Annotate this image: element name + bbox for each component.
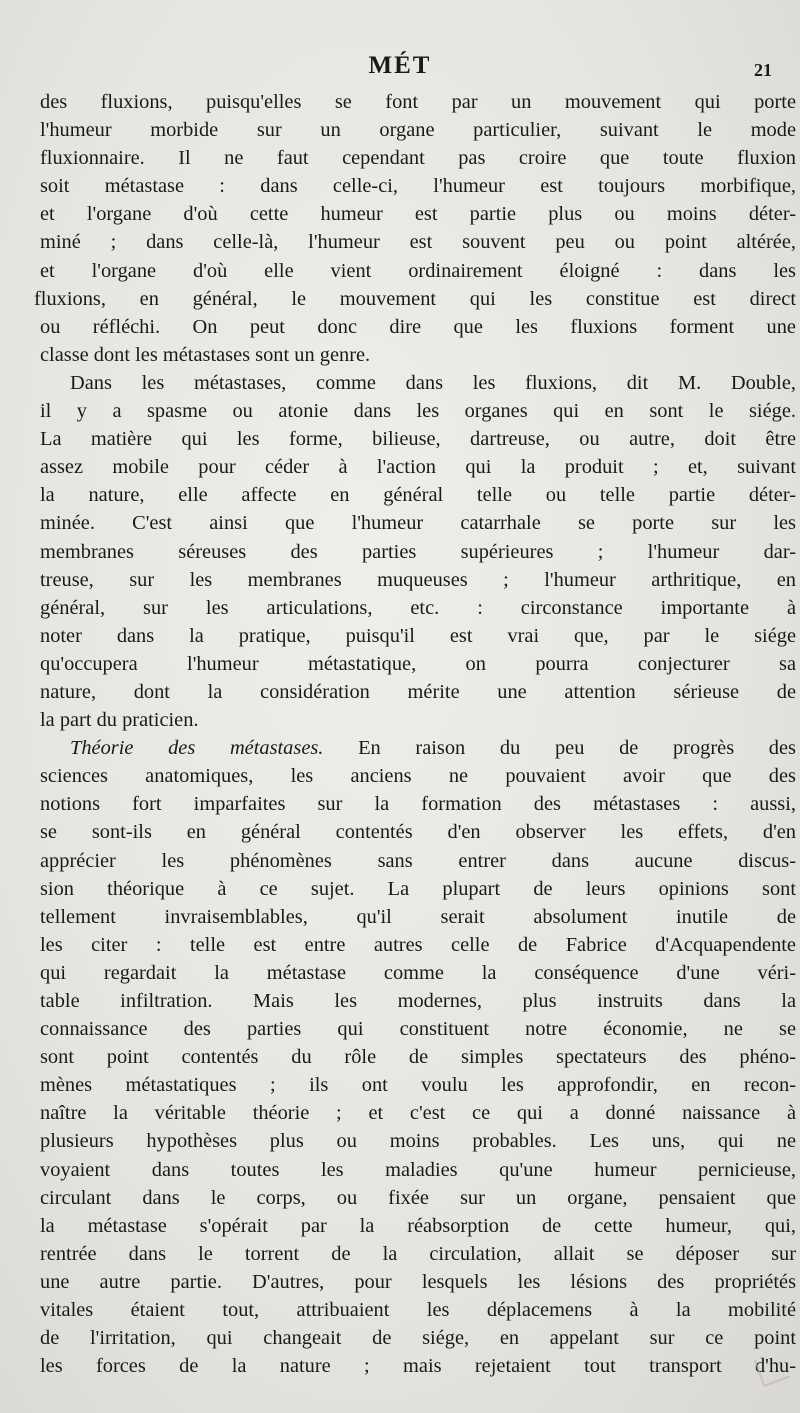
text-line: fluxionnaire. Il ne faut cependant pas croire que toute fluxion <box>40 147 796 170</box>
running-head: MÉT <box>368 52 432 79</box>
text-line: La matière qui les forme, bilieuse, dartreuse, ou autre, doit être <box>40 428 796 451</box>
section-title: Théorie des métastases. <box>70 737 324 760</box>
text-line: table infiltration. Mais les modernes, plus instruits dans la <box>40 990 796 1012</box>
text-line: voyaient dans toutes les maladies qu'une humeur pernicieuse, <box>40 1158 796 1181</box>
text-line: la métastase s'opérait par la réabsorption de cette humeur, qui, <box>40 1214 796 1237</box>
text-line: la part du praticien. <box>40 709 199 732</box>
text-line: soit métastase : dans celle-ci, l'humeur est toujours morbifique, <box>40 175 796 198</box>
text-line: membranes séreuses des parties supérieures ; l'humeur dar- <box>40 540 796 563</box>
text-fragment: En raison du peu de progrès des <box>358 737 796 760</box>
text-line: fluxions, en général, le mouvement qui les constitue est direct <box>34 287 796 310</box>
text-line: et l'organe d'où cette humeur est partie plus ou moins déter- <box>40 203 796 226</box>
text-line: qu'occupera l'humeur métastatique, on pourra conjecturer sa <box>40 652 796 675</box>
page-header <box>0 52 800 88</box>
text-line: tellement invraisemblables, qu'il serait absolument inutile de <box>40 905 796 928</box>
text-line: treuse, sur les membranes muqueuses ; l'humeur arthritique, en <box>40 568 796 591</box>
text-line: naître la véritable théorie ; et c'est ce qui a donné naissance à <box>40 1102 796 1125</box>
text-line: sion théorique à ce sujet. La plupart de leurs opinions sont <box>40 877 796 900</box>
text-line: et l'organe d'où elle vient ordinairement éloigné : dans les <box>40 259 796 282</box>
text-line: les forces de la nature ; mais rejetaient tout transport d'hu- <box>40 1355 796 1378</box>
text-line: vitales étaient tout, attribuaient les déplacemens à la mobilité <box>40 1299 796 1322</box>
text-line: rentrée dans le torrent de la circulation, allait se déposer sur <box>40 1242 796 1265</box>
text-line: Dans les métastases, comme dans les fluxions, dit M. Double, <box>70 371 796 394</box>
text-line: mènes métastatiques ; ils ont voulu les approfondir, en recon- <box>40 1074 796 1097</box>
text-line: circulant dans le corps, ou fixée sur un organe, pensaient que <box>40 1186 796 1209</box>
text-line: de l'irritation, qui changeait de siége, en appelant sur ce point <box>40 1327 796 1350</box>
text-line: assez mobile pour céder à l'action qui la produit ; et, suivant <box>40 456 796 479</box>
text-line: les citer : telle est entre autres celle de Fabrice d'Acquapendente <box>40 933 796 956</box>
text-line: une autre partie. D'autres, pour lesquels les lésions des propriétés <box>40 1270 796 1293</box>
text-line: l'humeur morbide sur un organe particulier, suivant le mode <box>40 119 796 142</box>
text-line: sciences anatomiques, les anciens ne pouvaient avoir que des <box>40 765 796 788</box>
text-line: se sont-ils en général contentés d'en observer les effets, d'en <box>40 821 796 844</box>
page-body <box>34 88 796 1380</box>
text-line: connaissance des parties qui constituent notre économie, ne se <box>40 1018 796 1041</box>
text-line: plusieurs hypothèses plus ou moins probables. Les uns, qui ne <box>40 1130 796 1153</box>
text-line: notions fort imparfaites sur la formation des métastases : aussi, <box>40 793 796 816</box>
page-number: 21 <box>754 60 772 80</box>
text-line: miné ; dans celle-là, l'humeur est souvent peu ou point altérée, <box>40 231 796 254</box>
text-line: des fluxions, puisqu'elles se font par un mouvement qui porte <box>40 91 796 113</box>
text-line: nature, dont la considération mérite une attention sérieuse de <box>40 680 796 703</box>
text-line: minée. C'est ainsi que l'humeur catarrhale se porte sur les <box>40 512 796 535</box>
text-line: général, sur les articulations, etc. : circonstance importante à <box>40 596 796 619</box>
text-line: il y a spasme ou atonie dans les organes qui en sont le siége. <box>40 400 796 423</box>
text-line: noter dans la pratique, puisqu'il est vrai que, par le siége <box>40 624 796 647</box>
text-line: la nature, elle affecte en général telle ou telle partie déter- <box>40 484 796 507</box>
text-line: qui regardait la métastase comme la conséquence d'une véri- <box>40 961 796 984</box>
text-line: classe dont les métastases sont un genre. <box>40 343 371 366</box>
text-line: apprécier les phénomènes sans entrer dans aucune discus- <box>40 849 796 872</box>
text-line: ou réfléchi. On peut donc dire que les fluxions forment une <box>40 315 796 338</box>
section-heading-line <box>40 734 796 762</box>
text-line: sont point contentés du rôle de simples spectateurs des phéno- <box>40 1046 796 1069</box>
